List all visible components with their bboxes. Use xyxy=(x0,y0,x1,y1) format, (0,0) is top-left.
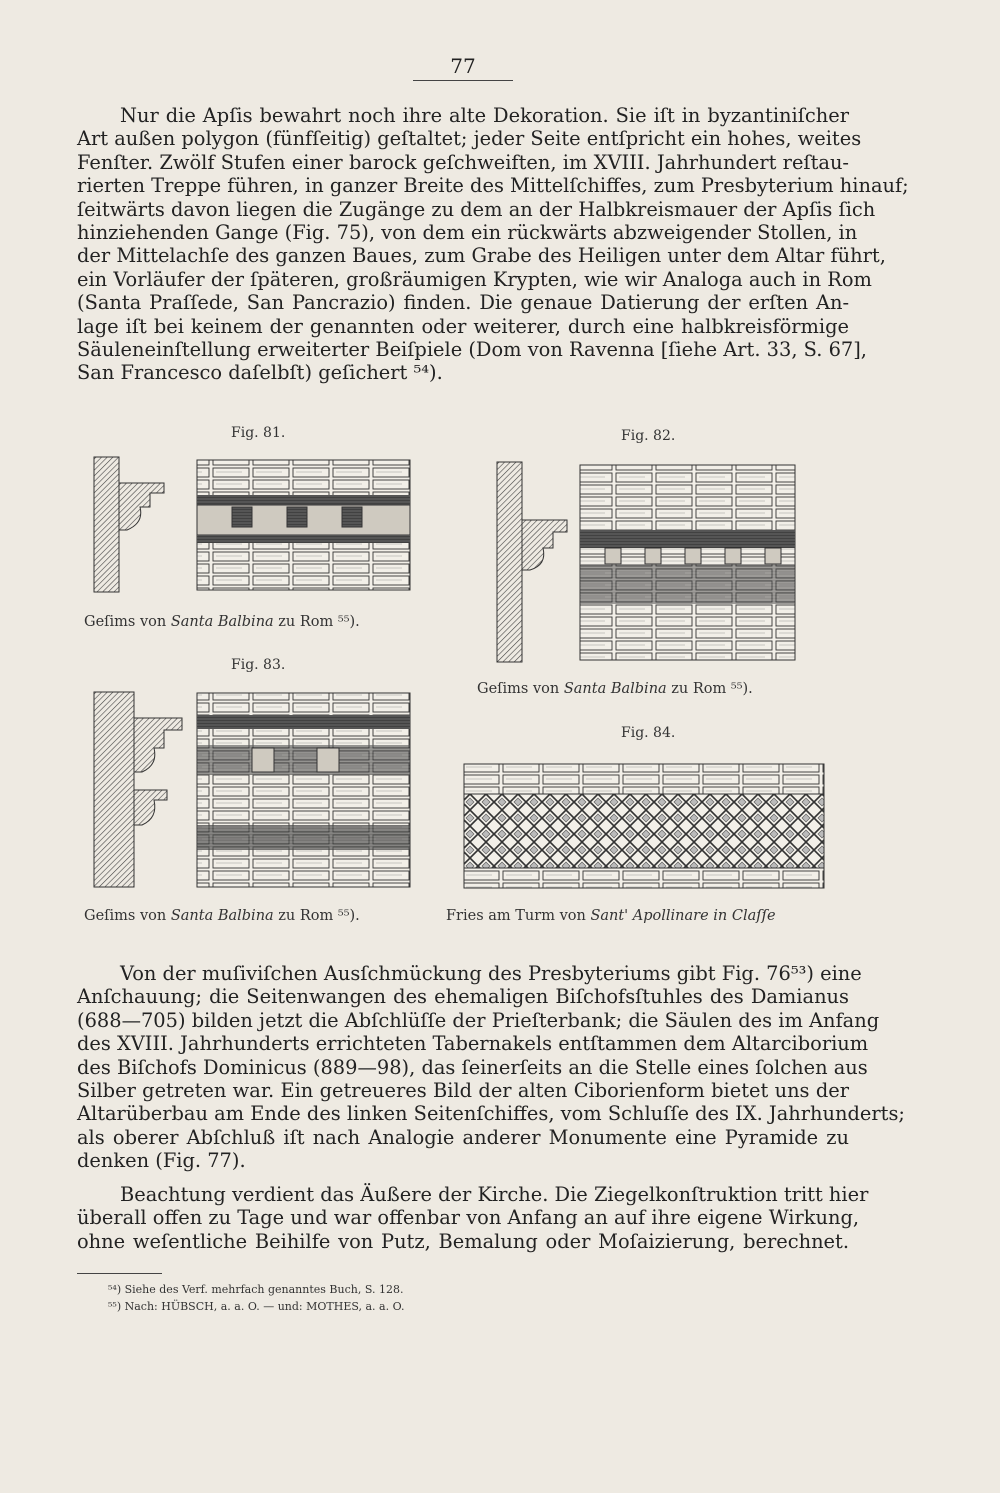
text-line: ein Vorläufer der ſpäteren, großräumigen Krypten, wie wir Analoga auch in Rom xyxy=(77,267,872,291)
fig81-cornice-drawing xyxy=(92,455,412,595)
fig82-label: Fig. 82. xyxy=(621,428,676,444)
caption-text: zu Rom ⁵⁵). xyxy=(278,614,360,630)
caption-italic: Santa Balbina xyxy=(563,681,667,697)
fig83-label: Fig. 83. xyxy=(231,657,286,673)
caption-italic: Sant' Apollinare in Claſſe xyxy=(590,908,776,924)
fig84-frieze-drawing xyxy=(462,762,827,890)
caption-text: Geſims von xyxy=(477,681,560,697)
text-line: Art außen polygon (fünfſeitig) geſtaltet; jeder Seite entſpricht ein hohes, weites xyxy=(77,127,862,151)
paragraph-3 xyxy=(77,1183,869,1253)
footnote-55: ⁵⁵) Nach: HÜBSCH, a. a. O. — und: MOTHES, a. a. O. xyxy=(108,1300,405,1313)
text-line: San Francesco daſelbſt) geſichert ⁵⁴). xyxy=(77,361,443,385)
caption-text: Geſims von xyxy=(84,614,167,630)
fig84-label: Fig. 84. xyxy=(621,725,676,741)
caption-italic: Santa Balbina xyxy=(170,908,274,924)
text-line: überall offen zu Tage und war offenbar von Anfang an auf ihre eigene Wirkung, xyxy=(77,1206,860,1230)
text-line: (688—705) bilden jetzt die Abſchlüſſe der Prieſterbank; die Säulen des im Anfang xyxy=(77,1008,880,1032)
text-line: Silber getreten war. Ein getreueres Bild der alten Ciborienform bietet uns der xyxy=(77,1079,849,1103)
text-line: hinziehenden Gange (Fig. 75), von dem ein rückwärts abzweigender Stollen, in xyxy=(77,221,858,245)
fig83-cornice-drawing xyxy=(92,690,412,890)
fig82-cornice-drawing xyxy=(495,460,800,665)
page-number: 77 xyxy=(413,54,513,81)
text-line: Nur die Apſis bewahrt noch ihre alte Dekoration. Sie iſt in byzantiniſcher xyxy=(120,104,849,127)
fig82-caption xyxy=(477,681,753,697)
caption-text: zu Rom ⁵⁵). xyxy=(671,681,753,697)
text-line: der Mittelachſe des ganzen Baues, zum Grabe des Heiligen unter dem Altar führt, xyxy=(77,244,886,268)
caption-text: zu Rom ⁵⁵). xyxy=(278,908,360,924)
caption-text: Geſims von xyxy=(84,908,167,924)
fig81-label: Fig. 81. xyxy=(231,425,286,441)
paragraph-2 xyxy=(77,962,905,1173)
fig83-caption xyxy=(84,908,360,924)
text-line: Anſchauung; die Seitenwangen des ehemaligen Biſchofsſtuhles des Damianus xyxy=(77,985,849,1009)
text-line: Altarüberbau am Ende des linken Seitenſchiffes, vom Schluſſe des IX. Jahrhunderts; xyxy=(77,1102,905,1126)
text-line: ſeitwärts davon liegen die Zugänge zu dem an der Halbkreismauer der Apſis ſich xyxy=(77,197,876,221)
text-line: des XVIII. Jahrhunderts errichteten Tabernakels entſtammen dem Altarciborium xyxy=(77,1032,869,1056)
text-line: Säuleneinſtellung erweiterter Beiſpiele (Dom von Ravenna [ſiehe Art. 33, S. 67], xyxy=(77,338,867,362)
caption-text: Fries am Turm von xyxy=(446,908,586,924)
text-line: Fenſter. Zwölf Stufen einer barock geſchweiften, im XVIII. Jahrhundert reſtau- xyxy=(77,150,849,174)
footnote-54: ⁵⁴) Siehe des Verf. mehrfach genanntes Buch, S. 128. xyxy=(108,1283,404,1296)
text-line: Von der muſiviſchen Ausſchmückung des Presbyteriums gibt Fig. 76⁵³) eine xyxy=(120,962,862,985)
text-line: des Biſchofs Dominicus (889—98), das ſeinerſeits an die Stelle eines ſolchen aus xyxy=(77,1055,868,1079)
text-line: ohne weſentliche Beihilfe von Putz, Bemalung oder Moſaizierung, berechnet. xyxy=(77,1229,849,1253)
text-line: Beachtung verdient das Äußere der Kirche. Die Ziegelkonſtruktion tritt hier xyxy=(120,1183,869,1206)
text-line: rierten Treppe führen, in ganzer Breite des Mittelſchiffes, zum Presbyterium hinauf; xyxy=(77,174,909,198)
text-line: lage iſt bei keinem der genannten oder weiterer, durch eine halbkreisförmige xyxy=(77,314,849,338)
footnote-rule xyxy=(77,1273,162,1274)
text-line: als oberer Abſchluß iſt nach Analogie anderer Monumente eine Pyramide zu xyxy=(77,1125,849,1149)
fig81-caption xyxy=(84,614,360,630)
caption-italic: Santa Balbina xyxy=(170,614,274,630)
text-line: (Santa Praſſede, San Pancrazio) finden. Die genaue Datierung der erſten An- xyxy=(77,291,849,315)
fig84-caption xyxy=(446,908,776,924)
paragraph-1 xyxy=(77,104,909,385)
text-line: denken (Fig. 77). xyxy=(77,1149,246,1173)
